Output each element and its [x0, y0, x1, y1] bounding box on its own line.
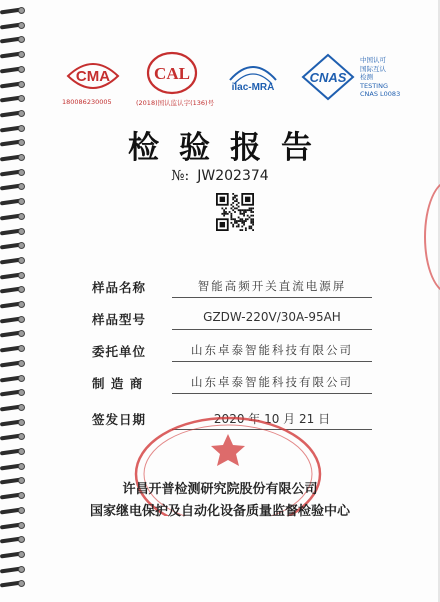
accreditation-logos	[52, 50, 412, 116]
binding-ring	[0, 418, 28, 427]
binding-ring	[0, 212, 28, 221]
field-row-sample-name	[92, 272, 382, 302]
cnas-side-line: 检测	[360, 73, 373, 81]
cal-logo	[144, 50, 200, 96]
field-row-sample-model	[92, 304, 382, 334]
binding-ring	[0, 329, 28, 338]
field-label: 样品型号	[92, 312, 147, 327]
underline	[172, 393, 372, 394]
binding-ring	[0, 447, 28, 456]
field-label: 签发日期	[92, 412, 147, 427]
binding-ring	[0, 94, 28, 103]
binding-ring	[0, 6, 28, 15]
cnas-side-line: CNAS L0083	[360, 90, 401, 98]
field-label: 样品名称	[92, 280, 147, 295]
field-row-manufacturer	[92, 368, 382, 398]
binding-ring	[0, 300, 28, 309]
report-number-label: №:	[171, 168, 190, 184]
field-row-client	[92, 336, 382, 366]
cal-number: (2018)国认监认字(136)号	[136, 99, 215, 107]
underline	[172, 361, 372, 362]
binding-ring	[0, 432, 28, 441]
cnas-logo-text: CNAS	[309, 70, 347, 85]
binding-ring	[0, 227, 28, 236]
issuer-company: 许昌开普检测研究院股份有限公司	[122, 482, 318, 497]
report-number	[0, 168, 440, 184]
binding-ring	[0, 80, 28, 89]
binding-ring	[0, 256, 28, 265]
field-value: 山东卓泰智能科技有限公司	[191, 375, 353, 389]
field-value: 山东卓泰智能科技有限公司	[191, 343, 353, 357]
binding-ring	[0, 197, 28, 206]
edge-seal-mark	[424, 180, 440, 294]
report-title: 检验报告	[128, 130, 332, 166]
binding-ring	[0, 388, 28, 397]
seal-star-icon	[211, 434, 245, 466]
underline	[172, 329, 372, 330]
binding-ring	[0, 271, 28, 280]
binding-ring	[0, 241, 28, 250]
cma-number: 180086230005	[62, 98, 112, 106]
report-number-value: JW202374	[197, 168, 269, 184]
cma-logo-text: CMA	[75, 68, 111, 85]
cnas-side-line: 国际互认	[360, 64, 386, 73]
binding-ring	[0, 344, 28, 353]
binding-ring	[0, 403, 28, 412]
binding-ring	[0, 50, 28, 59]
field-value: GZDW-220V/30A-95AH	[203, 310, 341, 324]
cnas-side-line: 中国认可	[360, 56, 386, 64]
field-value: 2020 年 10 月 21 日	[213, 412, 331, 426]
ilac-mra-logo	[224, 52, 282, 102]
binding-ring	[0, 535, 28, 544]
binding-ring	[0, 285, 28, 294]
binding-ring	[0, 462, 28, 471]
binding-ring	[0, 21, 28, 30]
binding-ring	[0, 374, 28, 383]
binding-ring	[0, 359, 28, 368]
cnas-side-text	[360, 56, 420, 99]
cnas-side-line: TESTING	[360, 81, 388, 90]
cal-logo-text: CAL	[154, 64, 190, 83]
cnas-logo	[298, 52, 358, 102]
field-value: 智能高频开关直流电源屏	[197, 279, 347, 293]
qr-code	[216, 193, 254, 231]
ilac-logo-text: ilac-MRA	[231, 82, 275, 93]
binding-ring	[0, 315, 28, 324]
binding-ring	[0, 521, 28, 530]
issuer-center: 国家继电保护及自动化设备质量监督检验中心	[89, 504, 350, 519]
binding-ring	[0, 565, 28, 574]
binding-ring	[0, 579, 28, 588]
binding-ring	[0, 35, 28, 44]
binding-ring	[0, 65, 28, 74]
field-label: 委托单位	[92, 344, 147, 359]
binding-ring	[0, 550, 28, 559]
field-label: 制 造 商	[92, 376, 144, 391]
binding-ring	[0, 109, 28, 118]
cma-logo	[64, 56, 122, 96]
underline	[172, 297, 372, 298]
